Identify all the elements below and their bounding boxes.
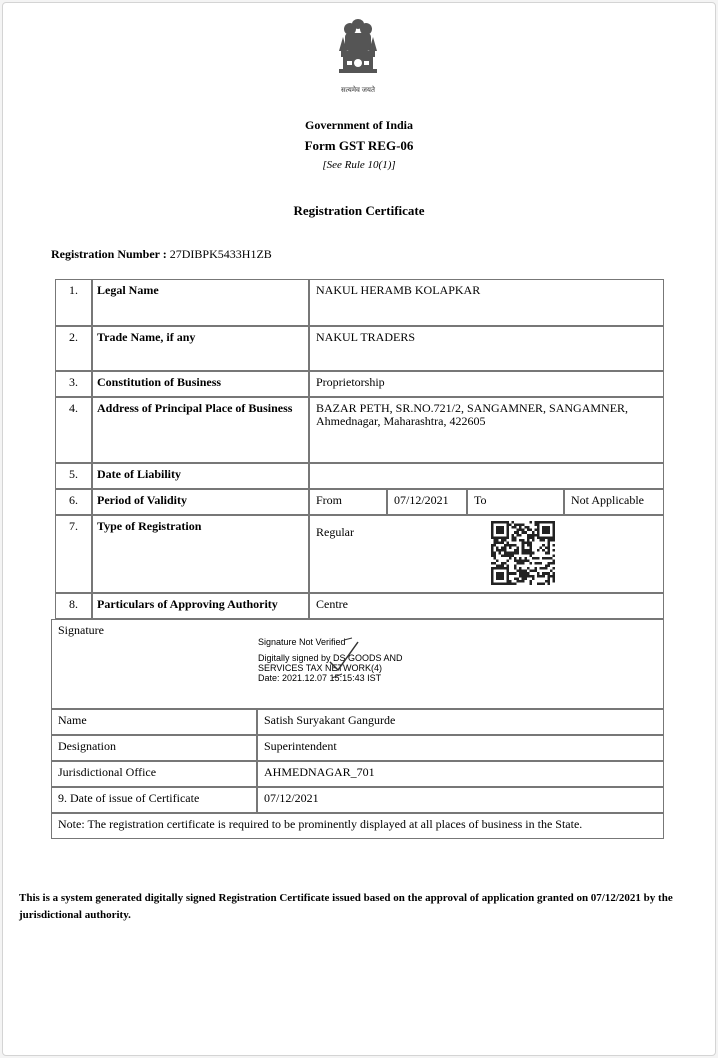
designation-label: Designation — [51, 735, 257, 761]
trade-name-label: Trade Name, if any — [92, 326, 309, 371]
validity-from-value: 07/12/2021 — [387, 489, 467, 515]
system-generated-footer: This is a system generated digitally signed Registration Certificate issued based on the approval of application granted on 07/12/2021 by the jurisdictional authority. — [19, 892, 673, 921]
national-emblem-icon — [329, 15, 387, 95]
validity-to-value: Not Applicable — [564, 489, 664, 515]
address-value: BAZAR PETH, SR.NO.721/2, SANGAMNER, SANGAMNER, Ahmednagar, Maharashtra, 422605 — [309, 397, 664, 463]
registration-number-value: 27DIBPK5433H1ZB — [169, 247, 272, 261]
date-of-liability-value — [309, 463, 664, 489]
designation-value: Superintendent — [257, 735, 664, 761]
type-of-registration-value: Regular — [309, 515, 664, 593]
government-heading: Government of India — [305, 118, 413, 132]
date-of-issue-value: 07/12/2021 — [257, 787, 664, 813]
row-number: 4. — [55, 397, 92, 463]
registration-number-label: Registration Number : — [51, 247, 167, 261]
jurisdictional-office-label: Jurisdictional Office — [51, 761, 257, 787]
display-note: Note: The registration certificate is required to be prominently displayed at all places of business in the State. — [51, 813, 664, 839]
address-label: Address of Principal Place of Business — [92, 397, 309, 463]
certificate-page — [2, 2, 716, 1056]
jurisdictional-office-value: AHMEDNAGAR_701 — [257, 761, 664, 787]
date-of-liability-label: Date of Liability — [92, 463, 309, 489]
form-heading: Form GST REG-06 — [304, 138, 414, 153]
emblem-motto: सत्यमेव जयते — [341, 86, 375, 94]
row-number: 6. — [55, 489, 92, 515]
row-number: 7. — [55, 515, 92, 593]
row-number: 8. — [55, 593, 92, 619]
qr-code-icon — [491, 521, 555, 585]
signature-date: Date: 2021.12.07 15:15:43 IST — [258, 673, 382, 683]
signature-checkmark-icon — [324, 636, 364, 680]
type-of-registration-label: Type of Registration — [92, 515, 309, 593]
officer-name-label: Name — [51, 709, 257, 735]
row-number: 1. — [55, 279, 92, 326]
validity-from-label: From — [309, 489, 387, 515]
validity-to-label: To — [467, 489, 564, 515]
legal-name-label: Legal Name — [92, 279, 309, 326]
signature-signer-line2: SERVICES TAX NETWORK(4) — [258, 663, 383, 673]
rule-reference: [See Rule 10(1)] — [322, 159, 396, 171]
signature-label: Signature — [58, 623, 104, 637]
date-of-issue-label: 9. Date of issue of Certificate — [51, 787, 257, 813]
row-number: 2. — [55, 326, 92, 371]
approving-authority-value: Centre — [309, 593, 664, 619]
details-table — [51, 279, 664, 839]
legal-name-value: NAKUL HERAMB KOLAPKAR — [309, 279, 664, 326]
signature-signer-line1: Digitally signed by DS GOODS AND — [258, 653, 403, 663]
certificate-title: Registration Certificate — [293, 203, 425, 218]
signature-status: Signature Not Verified — [258, 637, 346, 647]
constitution-label: Constitution of Business — [92, 371, 309, 397]
registration-number — [51, 247, 272, 262]
trade-name-value: NAKUL TRADERS — [309, 326, 664, 371]
officer-name-value: Satish Suryakant Gangurde — [257, 709, 664, 735]
row-number: 3. — [55, 371, 92, 397]
period-of-validity-label: Period of Validity — [92, 489, 309, 515]
approving-authority-label: Particulars of Approving Authority — [92, 593, 309, 619]
signature-block — [51, 619, 664, 709]
constitution-value: Proprietorship — [309, 371, 664, 397]
row-number: 5. — [55, 463, 92, 489]
